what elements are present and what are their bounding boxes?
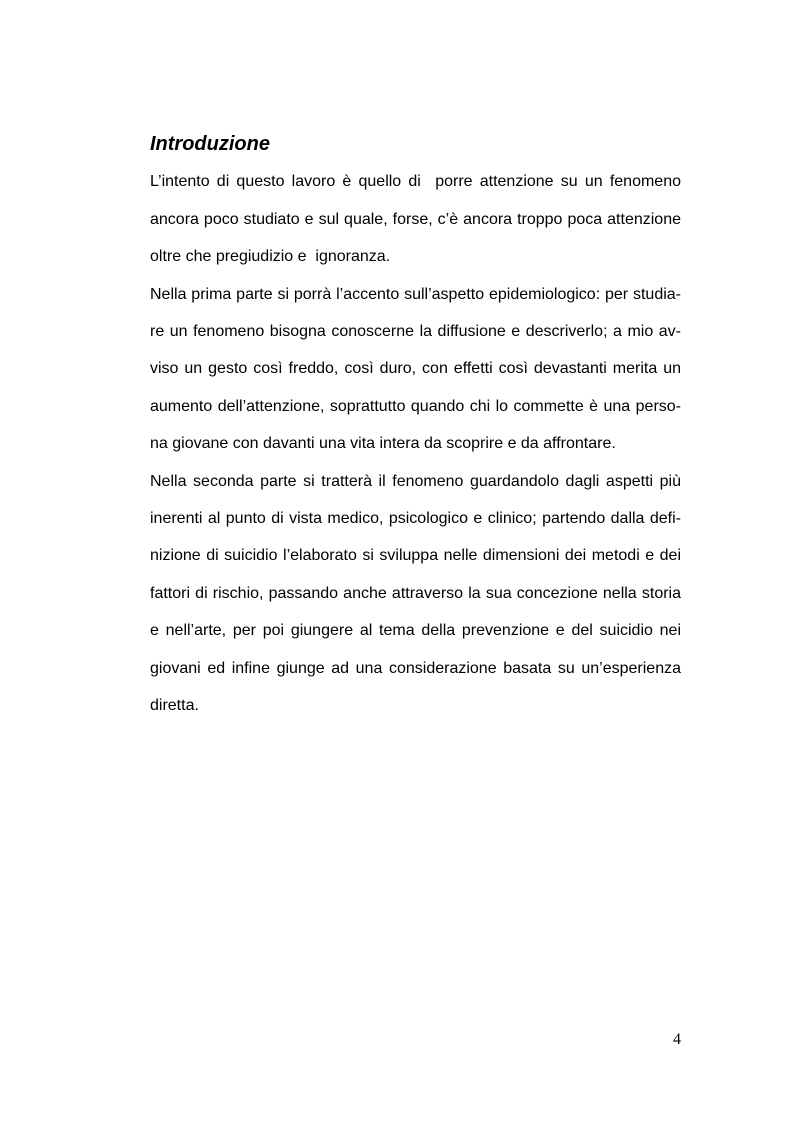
paragraph — [150, 463, 681, 725]
text-line: diretta. — [150, 697, 199, 715]
body-paragraphs — [150, 163, 681, 724]
text-line: aumento dell’attenzione, soprattutto quando chi lo commette è una perso- — [150, 397, 681, 415]
text-line: re un fenomeno bisogna conoscerne la diffusione e descriverlo; a mio av- — [150, 323, 681, 341]
text-line: fattori di rischio, passando anche attraverso la sua concezione nella storia — [150, 584, 681, 602]
paragraph — [150, 163, 681, 275]
text-line: L’intento di questo lavoro è quello di porre attenzione su un fenomeno — [150, 173, 681, 191]
section-heading: Introduzione — [150, 133, 270, 155]
paragraph — [150, 276, 681, 463]
text-line: Nella seconda parte si tratterà il fenomeno guardandolo dagli aspetti più — [150, 472, 681, 490]
text-line: giovani ed infine giunge ad una considerazione basata su un’esperienza — [150, 659, 681, 677]
text-line: nizione di suicidio l’elaborato si sviluppa nelle dimensioni dei metodi e dei — [150, 547, 681, 565]
text-line: ancora poco studiato e sul quale, forse, c’è ancora troppo poca attenzione — [150, 210, 681, 228]
text-line: Nella prima parte si porrà l’accento sull’aspetto epidemiologico: per studia- — [150, 285, 681, 303]
text-block — [150, 126, 681, 725]
page-number: 4 — [673, 1031, 681, 1048]
text-line: oltre che pregiudizio e ignoranza. — [150, 248, 391, 266]
text-line: e nell’arte, per poi giungere al tema della prevenzione e del suicidio nei — [150, 622, 681, 640]
text-line: na giovane con davanti una vita intera da scoprire e da affrontare. — [150, 435, 616, 453]
text-line: inerenti al punto di vista medico, psicologico e clinico; partendo dalla defi- — [150, 510, 681, 528]
text-line: viso un gesto così freddo, così duro, con effetti così devastanti merita un — [150, 360, 681, 378]
